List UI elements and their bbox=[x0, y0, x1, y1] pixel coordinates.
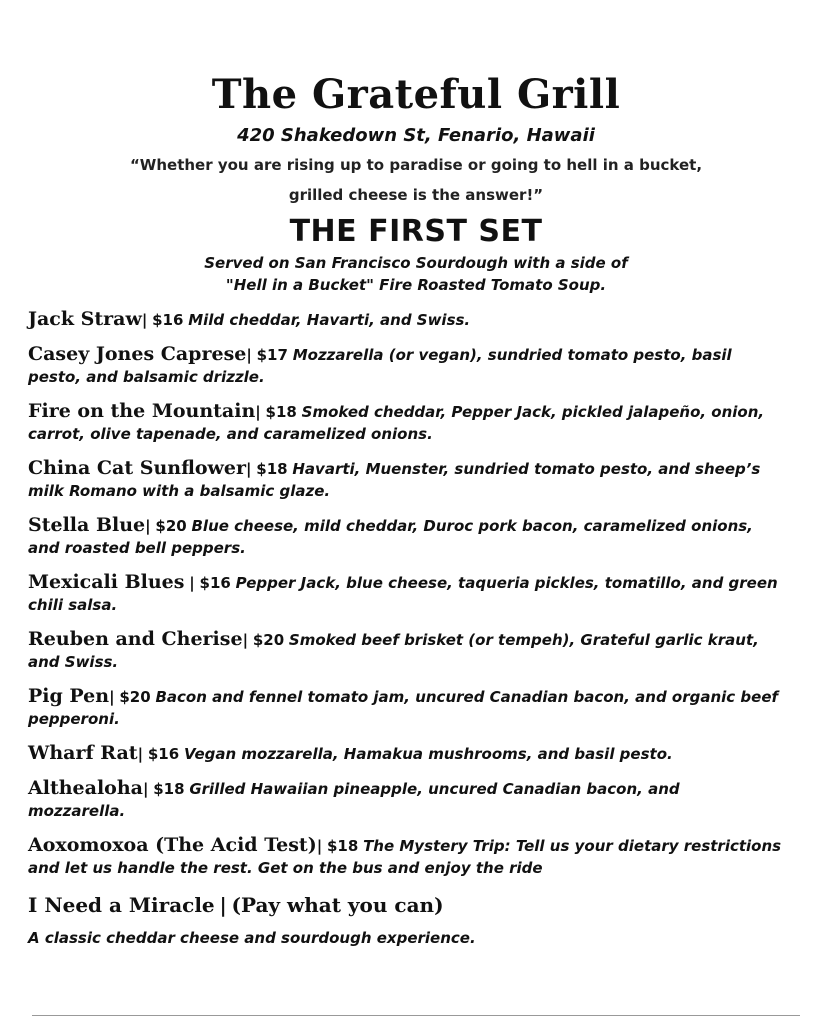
menu-item-description: Grilled Hawaiian pineapple, uncured Canadian bacon, and mozzarella. bbox=[28, 780, 680, 820]
menu-item-name: Casey Jones Caprese bbox=[28, 343, 247, 365]
section-title: THE FIRST SET bbox=[289, 214, 543, 249]
menu-item-description: Pepper Jack, blue cheese, taqueria pickles, tomatillo, and green chili salsa. bbox=[28, 574, 778, 614]
menu-item-name: Aoxomoxoa (The Acid Test) bbox=[28, 834, 317, 856]
menu-item-description: Havarti, Muenster, sundried tomato pesto, and sheep’s milk Romano with a balsamic glaze. bbox=[28, 460, 761, 500]
separator: | bbox=[142, 780, 149, 798]
menu-item-description: The Mystery Trip: Tell us your dietary restrictions and let us handle the rest. Get on the bus and enjoy the ride bbox=[28, 837, 782, 877]
separator: | bbox=[246, 346, 252, 364]
menu-item-name: Pig Pen bbox=[28, 685, 110, 707]
tagline-quote bbox=[0, 150, 832, 210]
menu-item bbox=[28, 571, 782, 616]
section-subtitle-line-1: Served on San Francisco Sourdough with a side of bbox=[204, 254, 628, 272]
menu-item-price: (Pay what you can) bbox=[231, 893, 444, 917]
menu-items bbox=[0, 308, 832, 949]
menu-item bbox=[28, 400, 782, 445]
menu-item-name: I Need a Miracle bbox=[28, 893, 215, 917]
menu-item-description: Bacon and fennel tomato jam, uncured Canadian bacon, and organic beef pepperoni. bbox=[28, 688, 779, 728]
menu-item-name: Wharf Rat bbox=[28, 742, 138, 764]
menu-item-price: $20 bbox=[119, 688, 151, 706]
separator: | bbox=[242, 631, 249, 649]
menu-item-price: $16 bbox=[147, 745, 180, 763]
separator: | bbox=[189, 574, 195, 592]
menu-item-price: $20 bbox=[155, 517, 187, 535]
menu-item-price: $18 bbox=[326, 837, 359, 855]
menu-item-description: Vegan mozzarella, Hamakua mushrooms, and basil pesto. bbox=[183, 745, 673, 763]
menu-item-description: Mild cheddar, Havarti, and Swiss. bbox=[188, 311, 471, 329]
separator: | bbox=[109, 688, 115, 706]
menu-item-description: Smoked cheddar, Pepper Jack, pickled jalapeño, onion, carrot, olive tapenade, and caramelized onions. bbox=[28, 403, 765, 443]
menu-item bbox=[28, 834, 782, 879]
menu-item-description: Blue cheese, mild cheddar, Duroc pork bacon, caramelized onions, and roasted bell peppers. bbox=[28, 517, 753, 557]
tagline-line-2: grilled cheese is the answer!” bbox=[288, 186, 544, 204]
menu-item bbox=[28, 742, 782, 765]
bottom-divider bbox=[32, 1015, 800, 1016]
menu-item-name: Althealoha bbox=[28, 777, 143, 799]
menu-item bbox=[28, 685, 782, 730]
separator: | bbox=[137, 745, 144, 763]
menu-item bbox=[28, 514, 782, 559]
menu-item-price: $16 bbox=[152, 311, 184, 329]
menu-item-miracle bbox=[28, 891, 782, 921]
section-subtitle bbox=[0, 252, 832, 296]
menu-item-price: $20 bbox=[252, 631, 285, 649]
separator: | bbox=[141, 311, 148, 329]
separator: | bbox=[145, 517, 151, 535]
restaurant-address: 420 Shakedown St, Fenario, Hawaii bbox=[237, 125, 595, 146]
menu-item-description: A classic cheddar cheese and sourdough experience. bbox=[28, 929, 476, 947]
menu-item bbox=[28, 777, 782, 822]
menu-item-description: Mozzarella (or vegan), sundried tomato pesto, basil pesto, and balsamic drizzle. bbox=[28, 346, 732, 386]
menu-item bbox=[28, 343, 782, 388]
menu-item-name: Mexicali Blues bbox=[28, 571, 185, 593]
section-subtitle-line-2: "Hell in a Bucket" Fire Roasted Tomato Soup. bbox=[225, 276, 607, 294]
menu-item-name: Jack Straw bbox=[28, 308, 142, 330]
menu-item-name: Stella Blue bbox=[28, 514, 146, 536]
menu-item-name: Reuben and Cherise bbox=[28, 628, 243, 650]
separator: | bbox=[246, 460, 252, 478]
menu-item bbox=[28, 308, 782, 331]
menu-item-price: $18 bbox=[256, 460, 288, 478]
menu-item-name: Fire on the Mountain bbox=[28, 400, 256, 422]
tagline-line-1: “Whether you are rising up to paradise or going to hell in a bucket, bbox=[129, 156, 703, 174]
restaurant-title: The Grateful Grill bbox=[211, 71, 621, 118]
menu-item-price: $17 bbox=[256, 346, 288, 364]
separator: | bbox=[255, 403, 261, 421]
menu-item-name: China Cat Sunflower bbox=[28, 457, 247, 479]
menu-item-price: $16 bbox=[199, 574, 231, 592]
menu-item-description: Smoked beef brisket (or tempeh), Grateful garlic kraut, and Swiss. bbox=[28, 631, 759, 671]
menu-item bbox=[28, 457, 782, 502]
separator: | bbox=[316, 837, 323, 855]
menu-item-price: $18 bbox=[153, 780, 185, 798]
menu-item-price: $18 bbox=[265, 403, 297, 421]
menu-item bbox=[28, 628, 782, 673]
separator: | bbox=[219, 893, 227, 917]
